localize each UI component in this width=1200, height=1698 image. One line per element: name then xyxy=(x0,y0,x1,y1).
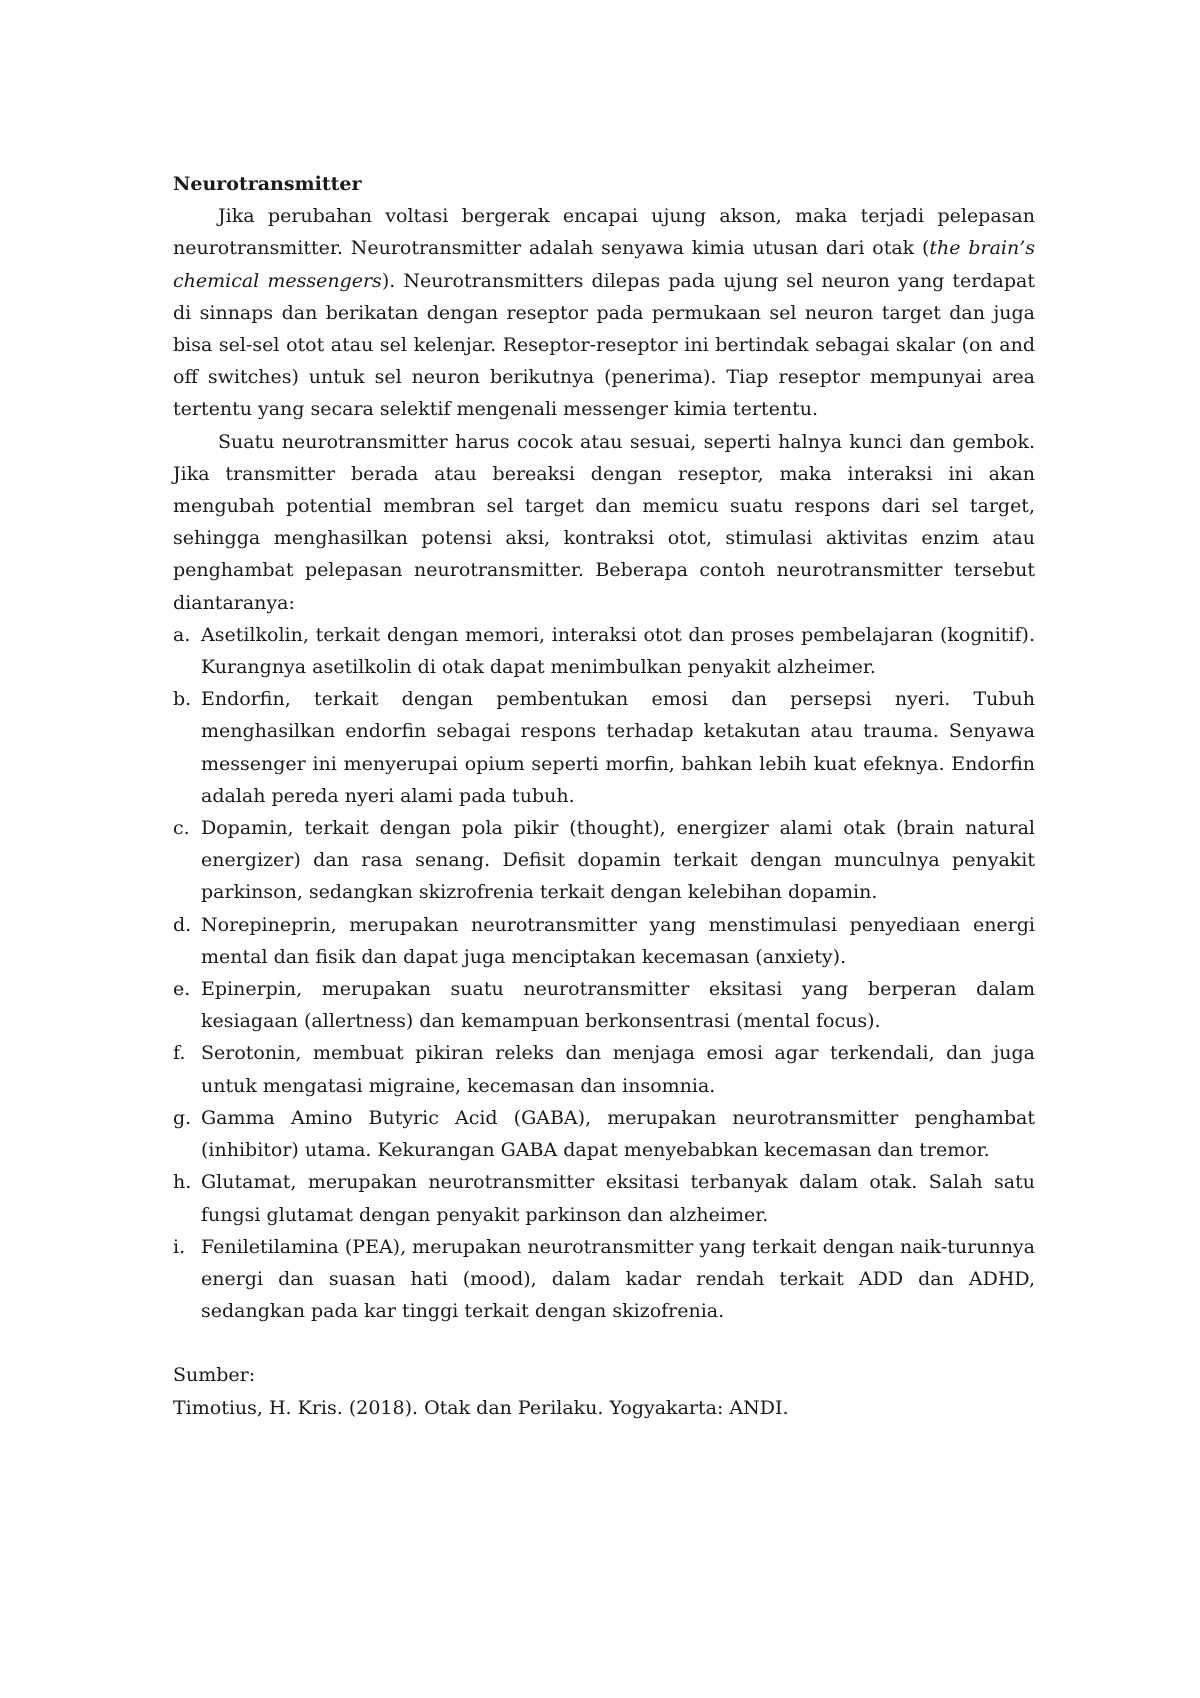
list-item xyxy=(173,619,1035,683)
list-item xyxy=(173,1037,1035,1101)
list-item xyxy=(173,812,1035,909)
list-item-text: Gamma Amino Butyric Acid (GABA), merupakan neurotransmitter penghambat (inhibitor) utama. Kekurangan GABA dapat menyebabkan kecemasan dan tremor. xyxy=(201,1106,1035,1162)
list-marker: c. xyxy=(173,817,190,840)
sources-section xyxy=(173,1359,1035,1423)
list-marker: i. xyxy=(173,1235,186,1258)
list-marker: b. xyxy=(173,688,192,711)
list-item-text: Norepineprin, merupakan neurotransmitter yang menstimulasi penyediaan energi mental dan fisik dan dapat juga menciptakan kecemasan (anxiety). xyxy=(201,913,1035,968)
list-marker: e. xyxy=(173,978,191,1001)
paragraph-1 xyxy=(173,200,1035,425)
list-item-text: Dopamin, terkait dengan pola pikir (thought), energizer alami otak (brain natural energizer) dan rasa senang. Defisit dopamin terkait dengan munculnya penyakit parkinson, sedangkan skizrofrenia terkait dengan kelebihan dopamin. xyxy=(201,817,1035,904)
list-item-text: Serotonin, membuat pikiran releks dan menjaga emosi agar terkendali, dan juga untuk mengatasi migraine, kecemasan dan insomnia. xyxy=(201,1042,1035,1097)
list-item xyxy=(173,1102,1035,1166)
list-item-text: Endorfin, terkait dengan pembentukan emosi dan persepsi nyeri. Tubuh menghasilkan endorfin sebagai respons terhadap ketakutan atau trauma. Senyawa messenger ini menyerupai opium seperti morfin, bahkan lebih kuat efeknya. Endorfin adalah pereda nyeri alami pada tubuh. xyxy=(201,688,1035,807)
paragraph-2: Suatu neurotransmitter harus cocok atau sesuai, seperti halnya kunci dan gembok. Jika transmitter berada atau bereaksi dengan reseptor, maka interaksi ini akan mengubah potential membran sel target dan memicu suatu respons dari sel target, sehingga menghasilkan potensi aksi, kontraksi otot, stimulasi aktivitas enzim atau penghambat pelepasan neurotransmitter. Beberapa contoh neurotransmitter tersebut diantaranya: xyxy=(173,430,1035,614)
neurotransmitter-list xyxy=(173,619,1035,1327)
paragraph-1-part-2: ). Neurotransmitters dilepas pada ujung sel neuron yang terdapat di sinnaps dan berikatan dengan reseptor pada permukaan sel neuron target dan juga bisa sel-sel otot atau sel kelenjar. Reseptor-reseptor ini bertindak sebagai skalar (on and off switches) untuk sel neuron berikutnya (penerima). Tiap reseptor mempunyai area tertentu yang secara selektif mengenali messenger kimia tertentu. xyxy=(173,269,1035,421)
document-page xyxy=(173,168,1035,1424)
list-marker: f. xyxy=(173,1042,186,1065)
list-item-text: Epinerpin, merupakan suatu neurotransmitter eksitasi yang berperan dalam kesiagaan (allertness) dan kemampuan berkonsentrasi (mental focus). xyxy=(201,978,1035,1033)
list-item xyxy=(173,909,1035,973)
list-marker: d. xyxy=(173,913,192,936)
sources-label: Sumber: xyxy=(173,1364,256,1387)
list-item xyxy=(173,683,1035,812)
paragraph-1-part-1: Jika perubahan voltasi bergerak encapai ujung akson, maka terjadi pelepasan neurotransmitter. Neurotransmitter adalah senyawa kimia utusan dari otak ( xyxy=(173,205,1035,260)
list-item xyxy=(173,973,1035,1037)
document-title: Neurotransmitter xyxy=(173,173,362,195)
list-item-text: Feniletilamina (PEA), merupakan neurotransmitter yang terkait dengan naik-turunnya energi dan suasan hati (mood), dalam kadar rendah terkait ADD dan ADHD, sedangkan pada kar tinggi terkait dengan skizofrenia. xyxy=(201,1235,1035,1323)
list-marker: h. xyxy=(173,1171,192,1194)
list-marker: a. xyxy=(173,623,191,646)
citation: Timotius, H. Kris. (2018). Otak dan Perilaku. Yogyakarta: ANDI. xyxy=(173,1396,789,1419)
list-item-text: Glutamat, merupakan neurotransmitter eksitasi terbanyak dalam otak. Salah satu fungsi glutamat dengan penyakit parkinson dan alzheimer. xyxy=(201,1171,1035,1226)
list-marker: g. xyxy=(173,1106,192,1129)
list-item xyxy=(173,1166,1035,1230)
list-item-text: Asetilkolin, terkait dengan memori, interaksi otot dan proses pembelajaran (kognitif). Kurangnya asetilkolin di otak dapat menimbulkan penyakit alzheimer. xyxy=(201,623,1035,679)
paragraph-1-italic: the brain’s chemical messengers xyxy=(173,237,1035,292)
list-item xyxy=(173,1231,1035,1328)
